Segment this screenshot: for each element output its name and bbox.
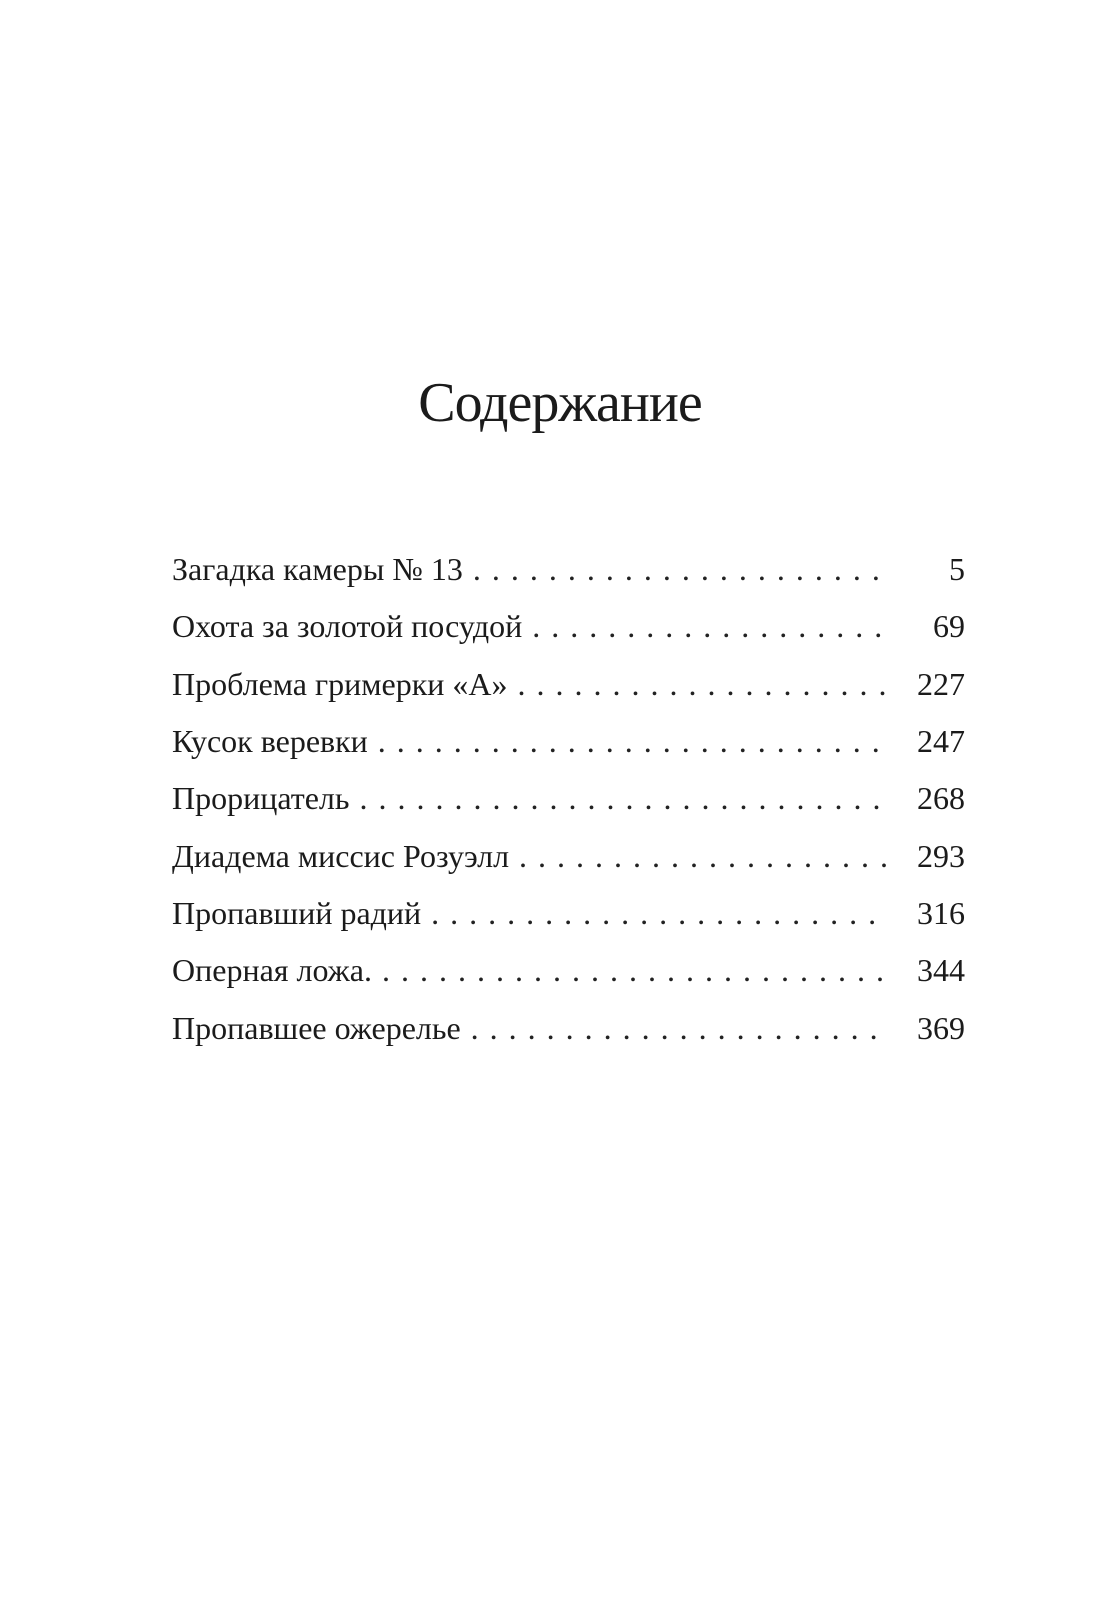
dot-leader — [378, 723, 887, 760]
table-of-contents — [172, 551, 965, 1067]
toc-entry-page-number: 69 — [933, 608, 965, 645]
page-title: Содержание — [418, 372, 702, 434]
toc-entry-title: Проблема гримерки «А» — [172, 665, 508, 702]
toc-entry-page-number: 5 — [949, 551, 965, 587]
dot-leader — [431, 895, 887, 932]
dot-leader — [517, 666, 887, 703]
dot-leader — [471, 1010, 887, 1047]
toc-entry-title: Охота за золотой посудой — [172, 608, 523, 645]
toc-entry-page-number: 316 — [917, 895, 965, 932]
toc-entry-title: Пропавший радий — [172, 895, 422, 932]
dot-leader — [532, 608, 887, 645]
toc-entry — [172, 1010, 965, 1067]
toc-entry-title: Прорицатель — [172, 780, 350, 817]
toc-entry-title: Диадема миссис Розуэлл — [172, 837, 510, 874]
toc-entry — [172, 838, 965, 895]
toc-entry-title: Загадка камеры № 13 — [172, 551, 463, 587]
toc-entry — [172, 666, 965, 723]
dot-leader — [359, 780, 887, 817]
toc-entry — [172, 780, 965, 837]
toc-entry-page-number: 369 — [917, 1009, 965, 1046]
dot-leader — [382, 952, 887, 989]
toc-entry-title: Кусок веревки — [172, 723, 368, 760]
toc-entry — [172, 952, 965, 1009]
toc-entry — [172, 608, 965, 665]
toc-entry-title: Пропавшее ожерелье — [172, 1009, 461, 1046]
toc-entry-page-number: 247 — [917, 723, 965, 760]
toc-entry-page-number: 344 — [917, 952, 965, 989]
toc-entry — [172, 551, 965, 608]
toc-entry — [172, 723, 965, 780]
dot-leader — [519, 838, 887, 875]
toc-entry-title: Оперная ложа. — [172, 952, 372, 989]
toc-entry-page-number: 268 — [917, 780, 965, 817]
toc-entry — [172, 895, 965, 952]
toc-entry-page-number: 227 — [917, 665, 965, 702]
toc-entry-page-number: 293 — [917, 837, 965, 874]
dot-leader — [473, 551, 887, 588]
